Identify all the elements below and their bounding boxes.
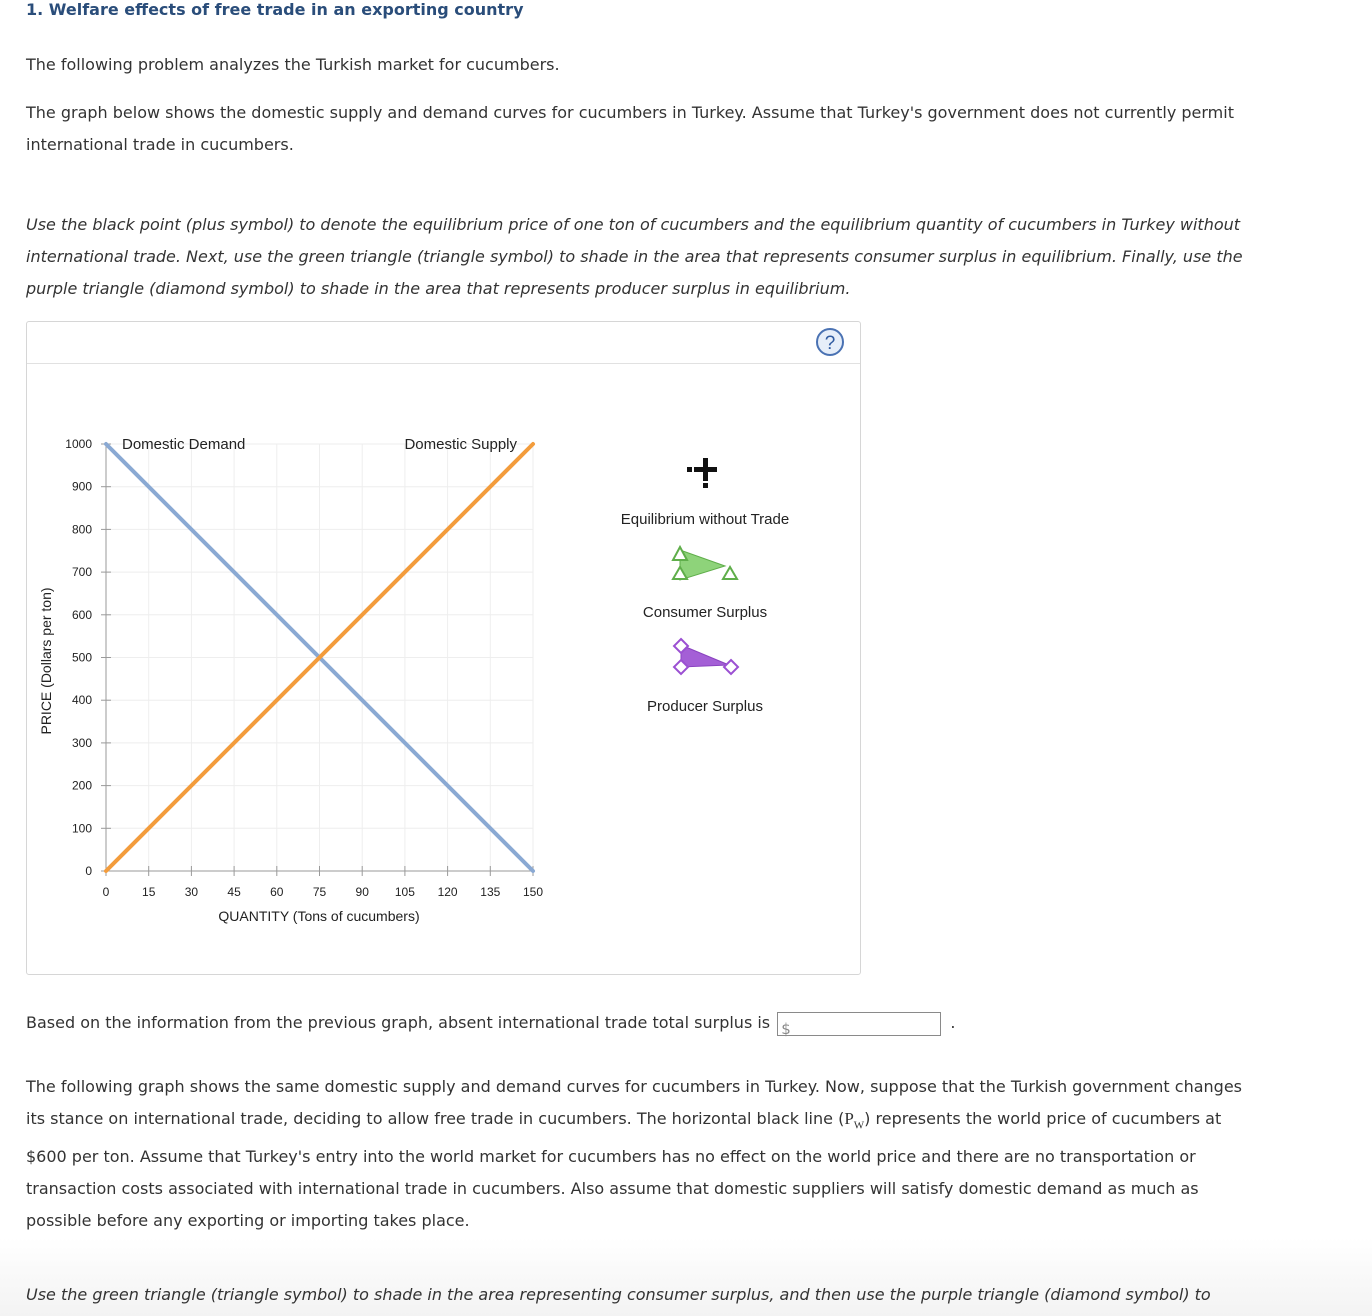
x-tick-label: 120: [437, 885, 458, 899]
pw-subscript: W: [853, 1119, 865, 1132]
diamond-icon[interactable]: [674, 639, 738, 674]
free-trade-paragraph: [26, 1071, 1256, 1237]
palette-equilibrium-label: Equilibrium without Trade: [620, 511, 790, 528]
y-tick-label: 1000: [65, 437, 92, 451]
graph-panel: [26, 321, 861, 975]
question-suffix: .: [950, 1013, 956, 1032]
palette-producer-surplus[interactable]: [647, 639, 763, 715]
x-tick-label: 105: [394, 885, 415, 899]
help-button[interactable]: ?: [816, 328, 844, 356]
y-tick-label: 700: [71, 565, 92, 580]
y-tick-label: 0: [85, 864, 92, 878]
y-tick-label: 300: [71, 735, 92, 750]
x-tick-label: 45: [227, 885, 241, 899]
y-tick-label: 400: [71, 693, 92, 708]
total-surplus-field[interactable]: [777, 1012, 941, 1036]
y-tick-label: 900: [71, 479, 92, 494]
supply-curve-label: Domestic Supply: [404, 436, 517, 453]
y-axis-label: PRICE (Dollars per ton): [38, 587, 54, 735]
intro-paragraph: The following problem analyzes the Turkish market for cucumbers.: [26, 55, 560, 74]
plus-icon[interactable]: [687, 458, 717, 488]
x-tick-label: 60: [270, 885, 284, 899]
free-trade-text-1: The following graph shows the same domestic supply and demand curves for cucumbers in Turkey. Now, suppose that the Turkish government changes its stance on international trade, deciding to allow free trade in cucumbers. The horizontal black line (: [26, 1077, 1243, 1128]
palette-consumer-surplus-label: Consumer Surplus: [642, 604, 768, 621]
x-tick-label: 75: [312, 885, 327, 899]
triangle-icon[interactable]: [673, 547, 737, 580]
demand-curve-label: Domestic Demand: [122, 436, 246, 453]
x-tick-label: 90: [355, 885, 369, 899]
context-paragraph: The graph below shows the domestic supply and demand curves for cucumbers in Turkey. Assume that Turkey's government does not currently permit international trade in cucumbers.: [26, 103, 1234, 154]
x-tick-label: 135: [480, 885, 501, 899]
y-tick-label: 800: [71, 522, 92, 537]
x-tick-label: 15: [142, 885, 156, 899]
supply-demand-chart: [27, 322, 860, 974]
palette-consumer-surplus[interactable]: [643, 547, 767, 621]
free-trade-text-2: ) represents the world price of cucumbers at $600 per ton. Assume that Turkey's entry into the world market for cucumbers has no effect on the world price and there are no transportation or transaction costs associated with international trade in cucumbers. Also assume that domestic suppliers will satisfy domestic demand as much as possible before any exporting or importing takes place.: [26, 1109, 1222, 1231]
currency-symbol: $: [781, 1019, 791, 1038]
y-tick-label: 200: [71, 778, 92, 793]
palette-equilibrium[interactable]: [621, 458, 789, 528]
total-surplus-input[interactable]: [794, 1014, 934, 1034]
total-surplus-question: [26, 1008, 955, 1038]
x-tick-label: 30: [184, 885, 199, 899]
x-axis-label: QUANTITY (Tons of cucumbers): [218, 908, 420, 924]
y-tick-label: 500: [71, 650, 92, 665]
question-text: Based on the information from the previous graph, absent international trade total surplus is: [26, 1013, 771, 1032]
y-tick-label: 100: [71, 821, 92, 836]
x-tick-label: 0: [102, 885, 110, 899]
graph2-instructions: Use the green triangle (triangle symbol) to shade in the area representing consumer surplus, and then use the purple triangle (diamond symbol) to: [26, 1285, 1211, 1304]
world-price-symbol: [844, 1109, 865, 1132]
problem-title: 1. Welfare effects of free trade in an exporting country: [26, 0, 524, 19]
palette-producer-surplus-label: Producer Surplus: [647, 698, 763, 715]
y-tick-label: 600: [71, 607, 92, 622]
graph-instructions: Use the black point (plus symbol) to denote the equilibrium price of one ton of cucumbers and the equilibrium quantity of cucumbers in Turkey without international trade. Next, use the green triangle (triangle symbol) to shade in the area that represents consumer surplus in equilibrium. Finally, use the purple triangle (diamond symbol) to shade in the area that represents producer surplus in equilibrium.: [26, 215, 1243, 298]
x-tick-label: 150: [522, 885, 544, 899]
pw-main: P: [844, 1109, 854, 1128]
